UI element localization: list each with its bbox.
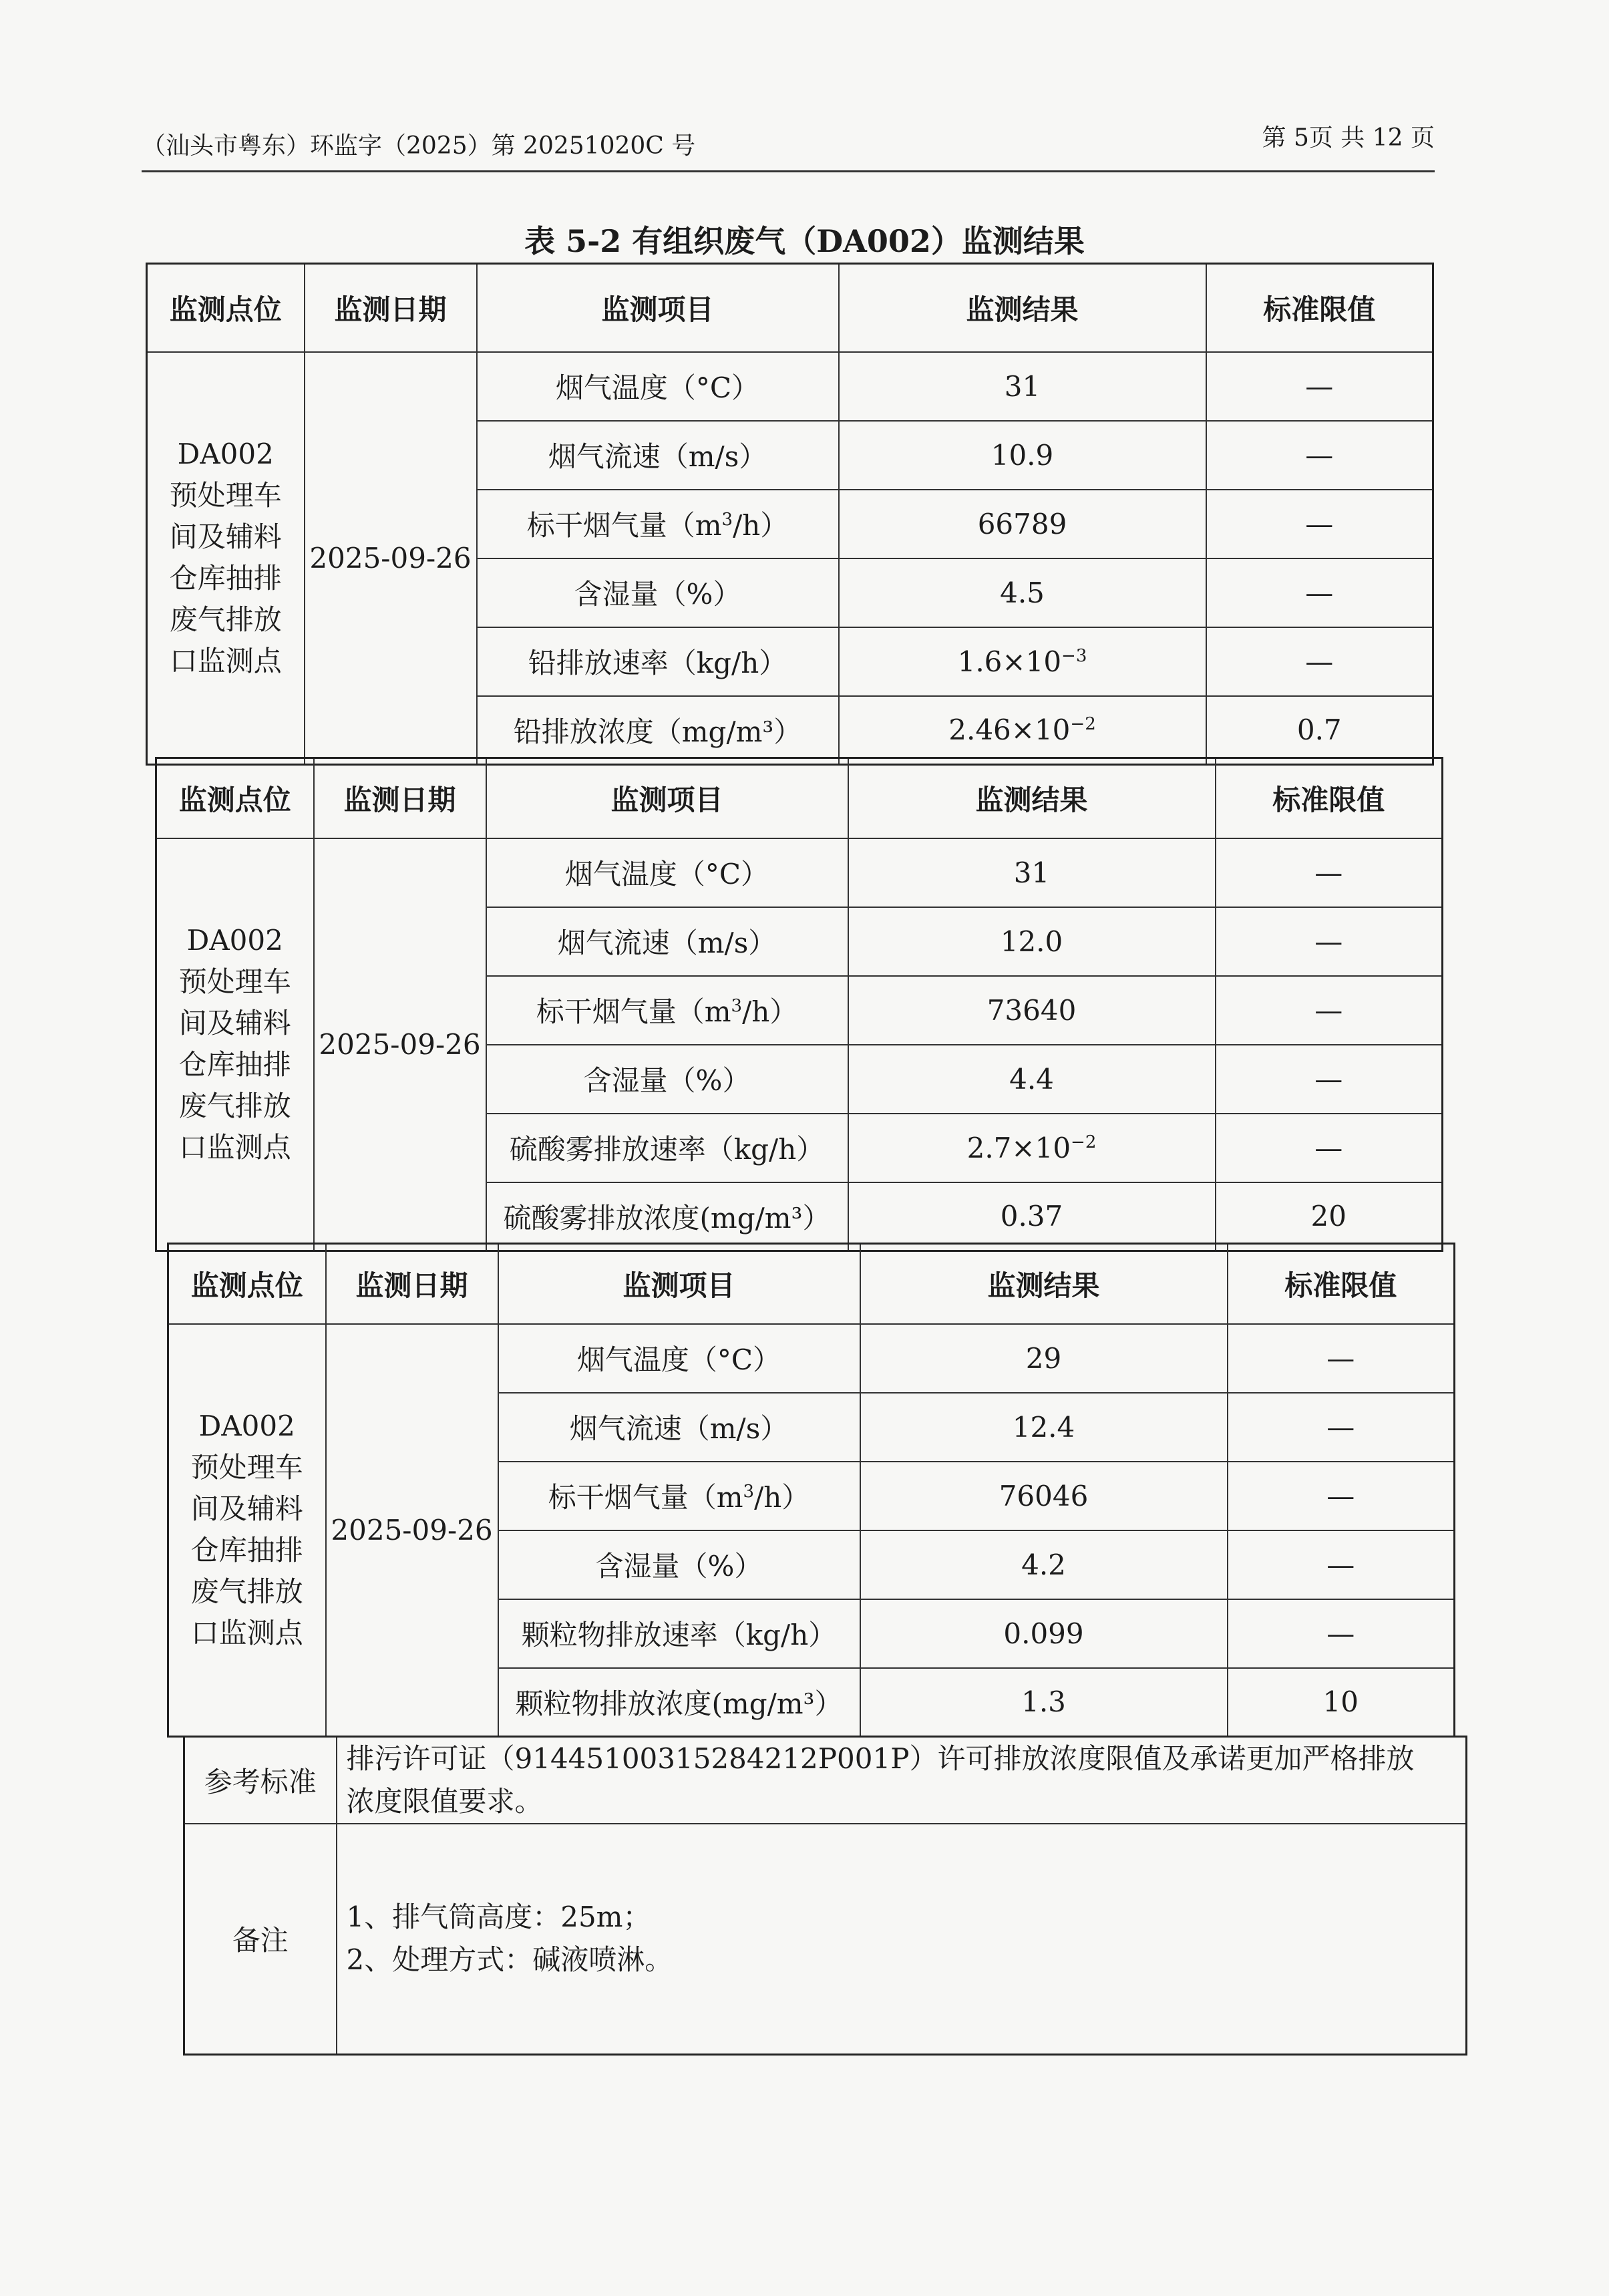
item-cell: 烟气温度（°C） bbox=[498, 1324, 860, 1393]
col-header-location: 监测点位 bbox=[156, 758, 314, 838]
col-header-result: 监测结果 bbox=[839, 264, 1206, 352]
table-row bbox=[156, 838, 1443, 907]
result-cell: 0.099 bbox=[860, 1599, 1228, 1668]
monitoring-location: DA002 预处理车 间及辅料 仓库抽排 废气排放 口监测点 bbox=[147, 352, 305, 765]
col-header-limit: 标准限值 bbox=[1206, 264, 1433, 352]
item-cell: 烟气流速（m/s） bbox=[486, 907, 848, 976]
result-cell: $2.46\times 10^{-2}$ bbox=[839, 696, 1206, 765]
reference-row bbox=[184, 1737, 1467, 1824]
col-header-date: 监测日期 bbox=[326, 1244, 498, 1324]
limit-cell: 20 bbox=[1216, 1182, 1443, 1251]
notes-text: 1、排气筒高度：25m； 2、处理方式：碱液喷淋。 bbox=[337, 1824, 1467, 2054]
results-table-block-2 bbox=[155, 757, 1443, 1252]
header-row bbox=[147, 264, 1433, 352]
limit-cell: — bbox=[1228, 1530, 1455, 1599]
reference-text: 排污许可证（91445100315284212P001P）许可排放浓度限值及承诺更加严格排放 浓度限值要求。 bbox=[337, 1737, 1467, 1824]
item-cell: 烟气温度（°C） bbox=[477, 352, 839, 421]
item-cell: 颗粒物排放浓度(mg/m³） bbox=[498, 1668, 860, 1737]
item-cell: 铅排放浓度（mg/m³） bbox=[477, 696, 839, 765]
table-row bbox=[147, 352, 1433, 421]
monitoring-location: DA002 预处理车 间及辅料 仓库抽排 废气排放 口监测点 bbox=[156, 838, 314, 1251]
item-cell: 颗粒物排放速率（kg/h） bbox=[498, 1599, 860, 1668]
monitoring-date: 2025-09-26 bbox=[314, 838, 486, 1251]
result-cell: $1.6\times 10^{-3}$ bbox=[839, 627, 1206, 696]
limit-cell: — bbox=[1206, 627, 1433, 696]
limit-cell: — bbox=[1216, 976, 1443, 1045]
col-header-location: 监测点位 bbox=[147, 264, 305, 352]
item-cell: 硫酸雾排放速率（kg/h） bbox=[486, 1114, 848, 1182]
notes-label: 备注 bbox=[184, 1824, 337, 2054]
limit-cell: — bbox=[1206, 490, 1433, 558]
col-header-location: 监测点位 bbox=[168, 1244, 326, 1324]
limit-cell: — bbox=[1228, 1324, 1455, 1393]
results-table-block-1 bbox=[146, 263, 1434, 766]
item-cell: 标干烟气量$(m^3/h)$ bbox=[498, 1462, 860, 1530]
result-cell: 73640 bbox=[848, 976, 1216, 1045]
item-cell: 铅排放速率（kg/h） bbox=[477, 627, 839, 696]
limit-cell: — bbox=[1206, 352, 1433, 421]
item-cell: 标干烟气量$(m^3/h)$ bbox=[486, 976, 848, 1045]
item-cell: 烟气温度（°C） bbox=[486, 838, 848, 907]
limit-cell: — bbox=[1228, 1599, 1455, 1668]
result-cell: 66789 bbox=[839, 490, 1206, 558]
limit-cell: — bbox=[1216, 1045, 1443, 1114]
limit-cell: — bbox=[1216, 907, 1443, 976]
limit-cell: — bbox=[1228, 1462, 1455, 1530]
result-cell: 76046 bbox=[860, 1462, 1228, 1530]
item-cell: 含湿量（%） bbox=[498, 1530, 860, 1599]
result-cell: 29 bbox=[860, 1324, 1228, 1393]
item-cell: 含湿量（%） bbox=[486, 1045, 848, 1114]
header-row bbox=[168, 1244, 1455, 1324]
col-header-item: 监测项目 bbox=[486, 758, 848, 838]
result-cell: 4.2 bbox=[860, 1530, 1228, 1599]
result-cell: 31 bbox=[848, 838, 1216, 907]
col-header-item: 监测项目 bbox=[477, 264, 839, 352]
limit-cell: — bbox=[1228, 1393, 1455, 1462]
reference-label: 参考标准 bbox=[184, 1737, 337, 1824]
result-cell: 1.3 bbox=[860, 1668, 1228, 1737]
col-header-limit: 标准限值 bbox=[1216, 758, 1443, 838]
header-row bbox=[156, 758, 1443, 838]
monitoring-date: 2025-09-26 bbox=[305, 352, 477, 765]
table-row bbox=[168, 1324, 1455, 1393]
monitoring-location: DA002 预处理车 间及辅料 仓库抽排 废气排放 口监测点 bbox=[168, 1324, 326, 1737]
result-cell: 31 bbox=[839, 352, 1206, 421]
page-number: 第 5页 共 12 页 bbox=[1262, 124, 1435, 152]
item-cell: 标干烟气量$(m^3/h)$ bbox=[477, 490, 839, 558]
item-cell: 烟气流速（m/s） bbox=[498, 1393, 860, 1462]
notes-row bbox=[184, 1824, 1467, 2054]
result-cell: 4.4 bbox=[848, 1045, 1216, 1114]
limit-cell: — bbox=[1206, 558, 1433, 627]
table-title: 表 5-2 有组织废气（DA002）监测结果 bbox=[524, 223, 1085, 259]
col-header-date: 监测日期 bbox=[314, 758, 486, 838]
result-cell: 10.9 bbox=[839, 421, 1206, 490]
result-cell: 12.4 bbox=[860, 1393, 1228, 1462]
col-header-date: 监测日期 bbox=[305, 264, 477, 352]
col-header-result: 监测结果 bbox=[848, 758, 1216, 838]
limit-cell: — bbox=[1216, 1114, 1443, 1182]
col-header-item: 监测项目 bbox=[498, 1244, 860, 1324]
reference-notes-table bbox=[183, 1736, 1467, 2056]
limit-cell: 10 bbox=[1228, 1668, 1455, 1737]
page-header bbox=[142, 124, 1435, 172]
col-header-limit: 标准限值 bbox=[1228, 1244, 1455, 1324]
results-table-block-3 bbox=[167, 1243, 1455, 1738]
item-cell: 烟气流速（m/s） bbox=[477, 421, 839, 490]
result-cell: $2.7\times 10^{-2}$ bbox=[848, 1114, 1216, 1182]
limit-cell: — bbox=[1216, 838, 1443, 907]
limit-cell: — bbox=[1206, 421, 1433, 490]
item-cell: 含湿量（%） bbox=[477, 558, 839, 627]
document-number: （汕头市粤东）环监字（2025）第 20251020C 号 bbox=[142, 132, 696, 160]
result-cell: 0.37 bbox=[848, 1182, 1216, 1251]
monitoring-date: 2025-09-26 bbox=[326, 1324, 498, 1737]
result-cell: 12.0 bbox=[848, 907, 1216, 976]
item-cell: 硫酸雾排放浓度(mg/m³） bbox=[486, 1182, 848, 1251]
result-cell: 4.5 bbox=[839, 558, 1206, 627]
col-header-result: 监测结果 bbox=[860, 1244, 1228, 1324]
limit-cell: 0.7 bbox=[1206, 696, 1433, 765]
